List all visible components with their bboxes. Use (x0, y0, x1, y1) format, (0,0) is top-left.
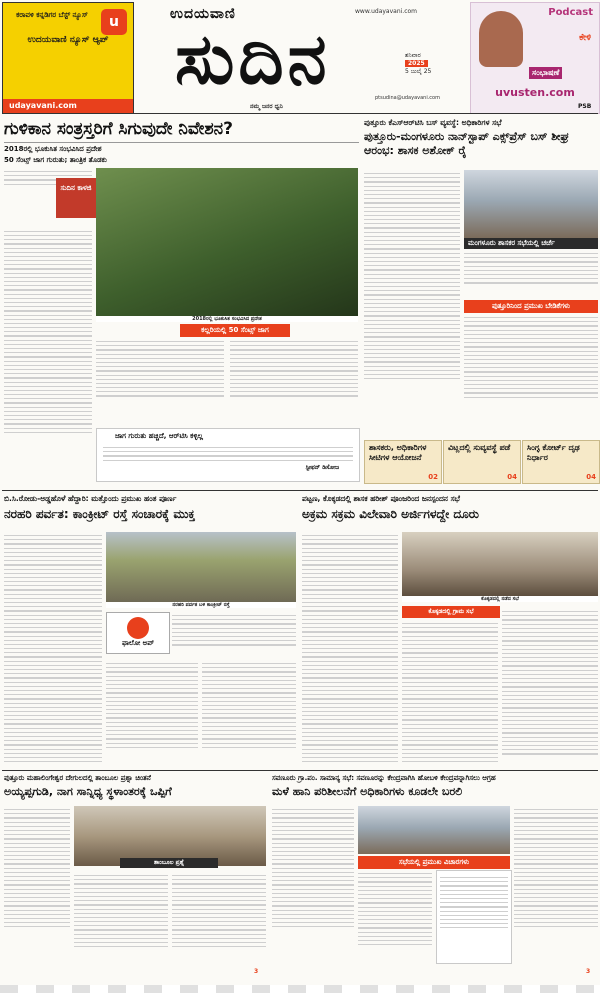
right-lead-photo-meeting (464, 170, 598, 238)
tagline: ನಮ್ಮ ಜನರ ಧ್ವನಿ (250, 103, 283, 110)
lead-sub2: 50 ಸೆಂಟ್ಸ್ ಜಾಗ ಗುರುತು; ತಾಂತ್ರಿಕ ತೊಡಕು (4, 156, 107, 164)
mid-right-body-col3 (502, 608, 598, 758)
lead-redbox: ಕಲ್ಲರಿಯಲ್ಲಿ 50 ಸೆಂಟ್ಸ್ ಜಾಗ (180, 324, 290, 337)
section-rule-1 (2, 490, 598, 491)
bottom-right-body-col2 (358, 870, 432, 948)
teaser-3-page: 04 (586, 473, 596, 481)
date-day: ಶನಿವಾರ (405, 52, 421, 59)
right-lead-caption: ಮಂಗಳೂರು ಶಾಸಕರ ಸಭೆಯಲ್ಲಿ ಚರ್ಚೆ (464, 238, 598, 249)
bottom-left-headline: ಅಯ್ಯಪ್ಪಗುಡಿ, ನಾಗ ಸಾನ್ನಿಧ್ಯ ಸ್ಥಳಾಂತರಕ್ಕೆ ಒಪ್ಪಿಗೆ (4, 785, 172, 798)
lead-quote-box (96, 428, 360, 482)
bottom-right-story (272, 774, 598, 799)
mid-left-body-col1 (4, 532, 102, 765)
mid-right-story (302, 494, 598, 522)
mid-left-story (4, 494, 296, 522)
mid-right-body-col1 (302, 532, 398, 765)
right-lead-body-col1 (364, 170, 460, 382)
mid-left-headline: ನರಹರಿ ಪರ್ವತ: ಕಾಂಕ್ರೀಟ್ ರಸ್ತೆ ಸಂಚಾರಕ್ಕೆ ಮುಕ್ತ (4, 507, 195, 521)
brand-main-word: ಸುದಿನ (175, 17, 331, 100)
podcast-sub1: ಕೇಳಿ (579, 33, 591, 43)
sudina-kalaji-badge: ಸುದಿನ ಕಾಳಜಿ (56, 178, 96, 218)
right-lead-kicker: ಪುತ್ತೂರು ಕೆಎಸ್ಆರ್‌ಟಿಸಿ ಬಸ್ ವ್ಯವಸ್ಥೆ: ಅಧಿಕಾರಿಗಳ ಸಭೆ (364, 118, 502, 127)
teaser-3-title: ಸಿಂಗ್ಳ ಕೋರ್ಟ್ ದೃಢ ನಿರ್ಧಾರ (527, 443, 580, 462)
ad-left-brand: udayavani.com (3, 99, 133, 113)
bottom-left-body-col2 (74, 872, 168, 950)
follow-up-badge (106, 612, 170, 654)
date-year: 2025 (405, 60, 428, 67)
host-portrait (479, 11, 523, 67)
teaser-2-page: 04 (507, 473, 517, 481)
udayavani-app-icon: u (101, 9, 127, 35)
mid-right-caption: ಕೊಕ್ಕಡದಲ್ಲಿ ನಡೆದ ಸಭೆ (402, 596, 598, 602)
podcast-ad-right[interactable] (470, 2, 600, 114)
teaser-2[interactable] (443, 440, 521, 484)
right-lead-headline: ಪುತ್ತೂರು-ಮಂಗಳೂರು ನಾನ್‌ಸ್ಟಾಪ್ ಎಕ್ಸ್‌ಪ್ರೆಸ್ ಬಸ್ ಶೀಘ್ರ ಆರಂಭ: ಶಾಸಕ ಅಶೋಕ್ ರೈ (364, 130, 570, 157)
quote-headline: ಜಾಗ ಗುರುತು ಹಚ್ಚಿದೆ, ಆರ್‌ಟಿಸಿ ಕಳ್ಳಿಲ್ಲ (115, 432, 203, 440)
lead-photo-landslide (96, 168, 358, 316)
mid-right-body-col2 (402, 620, 498, 765)
right-lead-box-head: ಪುತ್ತೂರಿನಿಂದ ಪ್ರಮುಖ ಬೇಡಿಕೆಗಳು (464, 300, 598, 313)
mid-left-kicker: ಬಿ.ಸಿ.ರೋಡು-ಅಡ್ಡಹೊಳೆ ಹೆದ್ದಾರಿ: ಮತ್ತೊಂದು ಪ್ರಮುಖ ಹಂತ ಪೂರ್ಣ (4, 494, 177, 503)
teaser-2-title: ವಿಟ್ಲದಲ್ಲಿ ಸುವ್ಯವಸ್ಥೆ ಪಡೆ (448, 443, 511, 452)
date-box (405, 52, 465, 76)
bottom-right-body-col3 (514, 806, 598, 930)
psb-mark: PSB (578, 103, 592, 110)
mid-left-caption: ನರಹರಿ ಪರ್ವತ ಬಳಿ ಕಾಂಕ್ರೀಟ್ ರಸ್ತೆ (106, 602, 296, 608)
mid-left-body-col3 (106, 660, 198, 751)
right-lead-box-body (464, 314, 598, 401)
podcast-title: Podcast (548, 7, 593, 18)
mid-right-box-head: ಕೊಕ್ಕಡದಲ್ಲಿ ಗ್ರಾಮ ಸಭೆ (402, 606, 500, 618)
podcast-site: uvusten.com (495, 86, 575, 99)
bottom-right-kicker: ಸವಣೂರು ಗ್ರಾ.ಪಂ. ಸಾಮಾನ್ಯ ಸಭೆ: ಸವಣೂರನ್ನು ಕೇಂದ್ರವಾಗಿಸಿ ಹೋಬಳಿ ಕೇಂದ್ರವನ್ನಾಗಿಸಲು ಆಗ್ರಹ (272, 774, 496, 782)
follow-up-label: ಫಾಲೋ ಅಪ್ (121, 639, 155, 647)
print-color-strip (0, 985, 600, 993)
app-ad-left[interactable] (2, 2, 134, 114)
date-full: 5 ಜುಲೈ 25 (405, 68, 432, 75)
teaser-1-page: 02 (428, 473, 438, 481)
lead-body-col3 (230, 338, 358, 400)
bottom-left-body-col1 (4, 806, 70, 930)
lead-headline: ಗುಳಿಕಾನ ಸಂತ್ರಸ್ತರಿಗೆ ಸಿಗುವುದೇ ನಿವೇಶನ? (4, 119, 233, 139)
right-lead-story (364, 118, 598, 158)
bottom-right-points-box (436, 870, 512, 964)
bottom-left-story (4, 774, 266, 799)
mid-right-kicker: ಪಟ್ಟಣ, ಕೊಕ್ಕಡದಲ್ಲಿ ಶಾಸಕ ಹರೀಶ್ ಪೂಂಜರಿಂದ ಜನಸ್ಪಂದನ ಸಭೆ (302, 494, 460, 503)
bottom-left-body-col3 (172, 872, 266, 950)
bottom-right-box-head: ಸಭೆಯಲ್ಲಿ ಪ್ರಮುಖ ವಿಚಾರಗಳು (358, 856, 510, 869)
teaser-1-title: ಶಾಸಕರು, ಅಧಿಕಾರಿಗಳ ಸೀಟಿಗಳ ಆಯೋಜನೆ (369, 443, 427, 462)
lead-body-col2 (96, 338, 224, 400)
teaser-3[interactable] (522, 440, 600, 484)
mid-right-photo-meeting (402, 532, 598, 596)
teaser-1[interactable] (364, 440, 442, 484)
lead-body-col1 (4, 168, 92, 436)
quote-author: ಸ್ಟೀಫನ್ ಡಿಸೋಜ (305, 463, 339, 471)
masthead-rule (2, 113, 598, 114)
email: ptsudina@udayavani.com (375, 95, 440, 101)
lead-sub1: 2018ರಲ್ಲಿ ಭೂಕುಸಿತ ಸಂಭವಿಸಿದ ಪ್ರದೇಶ (4, 142, 359, 154)
ad-left-line1: ಕರಾವಳಿ ಕನ್ನಡಿಗರ ಬೆಸ್ಟ್ ನ್ಯೂಸ್ (16, 11, 88, 19)
bottom-left-page: 3 (254, 968, 259, 975)
brand-top-word: ಉದಯವಾಣಿ (170, 6, 236, 22)
right-lead-body-col2 (464, 250, 598, 287)
lead-photo-caption: 2018ರಲ್ಲಿ ಭೂಕುಸಿತ ಸಂಭವಿಸಿದ ಪ್ರದೇಶ (96, 316, 358, 322)
site-url[interactable]: www.udayavani.com (355, 8, 418, 15)
mid-left-photo-road (106, 532, 296, 602)
bottom-right-page: 3 (586, 968, 591, 975)
bottom-right-body-col1 (272, 806, 354, 930)
bottom-right-headline: ಮಳೆ ಹಾನಿ ಪರಿಶೀಲನೆಗೆ ಅಧಿಕಾರಿಗಳು ಕೂಡಲೇ ಬರಲಿ (272, 785, 463, 798)
bottom-left-kicker: ಪುತ್ತೂರು ಮಹಾಲಿಂಗೇಶ್ವರ ದೇಗುಲದಲ್ಲಿ ತಾಂಬೂಲ ಪ್ರಶ್ನಾ ಚಿಂತನೆ (4, 774, 151, 782)
bottom-left-photo (74, 806, 266, 866)
bottom-right-photo (358, 806, 510, 854)
lead-story (4, 118, 359, 165)
mid-right-headline: ಅಕ್ರಮ ಸಕ್ರಮ ವಿಲೇವಾರಿ ಅರ್ಜಿಗಳದ್ದೇ ದೂರು (302, 507, 479, 521)
follow-up-icon (127, 617, 149, 639)
section-rule-2 (2, 770, 598, 771)
mid-left-body-col4 (202, 660, 296, 751)
podcast-sub2: ಸಂಭಾಷಣೆ (529, 67, 562, 79)
ad-left-line2: ಉದಯವಾಣಿ ನ್ಯೂಸ್ ಆ್ಯಪ್ (27, 35, 109, 45)
bottom-left-caption: ತಾಂಬೂಲ ಪ್ರಶ್ನೆ (120, 858, 218, 868)
mid-left-body-col2 (172, 612, 296, 649)
